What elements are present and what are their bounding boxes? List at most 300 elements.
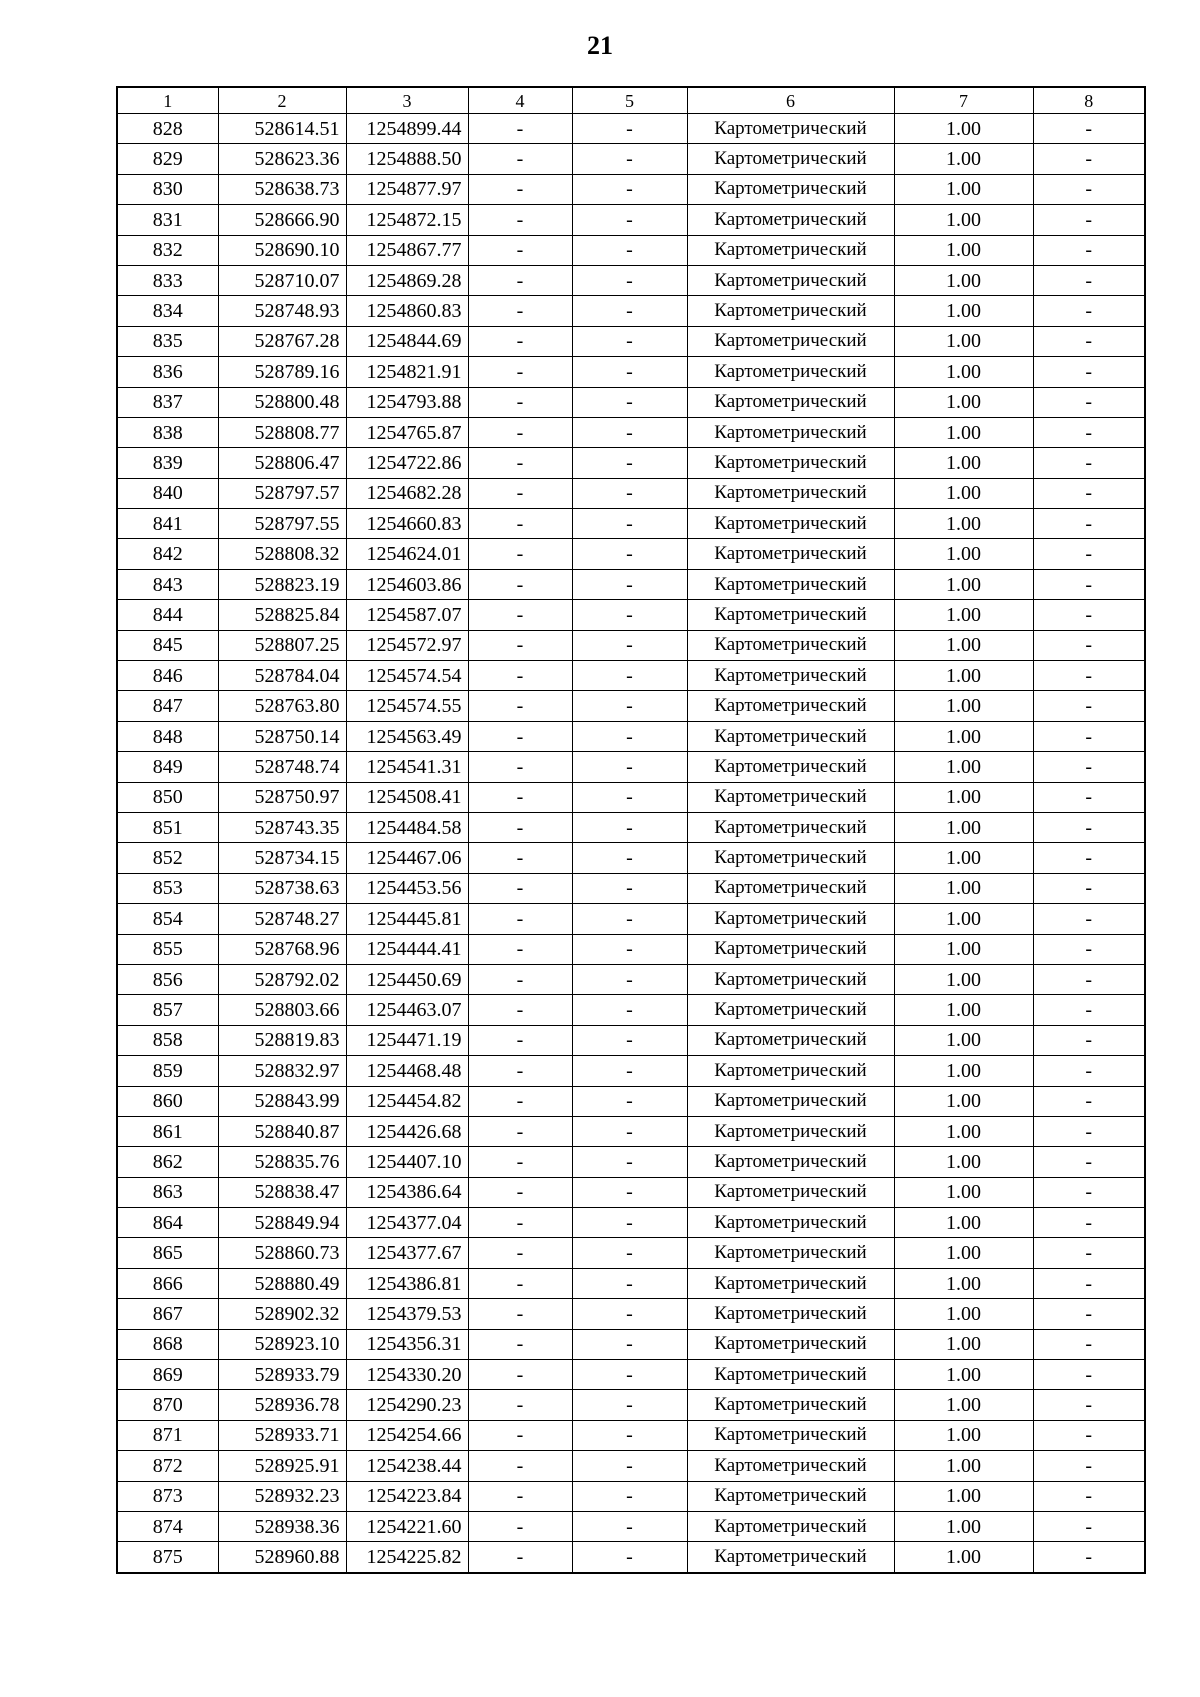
method-cell: Картометрический (687, 843, 894, 873)
method-cell: Картометрический (687, 600, 894, 630)
table-row (117, 1086, 1145, 1116)
x-coordinate-cell: 528767.28 (218, 326, 346, 356)
x-coordinate-cell: 528792.02 (218, 964, 346, 994)
col-4-value-cell: - (468, 691, 572, 721)
point-number-cell: 841 (117, 509, 218, 539)
point-number-cell: 854 (117, 904, 218, 934)
table-row (117, 569, 1145, 599)
x-coordinate-cell: 528666.90 (218, 205, 346, 235)
col-8-value-cell: - (1033, 661, 1145, 691)
accuracy-cell: 1.00 (894, 600, 1033, 630)
col-5-value-cell: - (572, 934, 687, 964)
method-cell: Картометрический (687, 1451, 894, 1481)
col-4-value-cell: - (468, 1329, 572, 1359)
table-row (117, 964, 1145, 994)
accuracy-cell: 1.00 (894, 752, 1033, 782)
col-5-value-cell: - (572, 1451, 687, 1481)
column-header-3: 3 (346, 87, 468, 114)
accuracy-cell: 1.00 (894, 1056, 1033, 1086)
table-row (117, 873, 1145, 903)
method-cell: Картометрический (687, 1511, 894, 1541)
col-4-value-cell: - (468, 478, 572, 508)
point-number-cell: 860 (117, 1086, 218, 1116)
table-row (117, 1056, 1145, 1086)
table-row (117, 904, 1145, 934)
col-8-value-cell: - (1033, 1299, 1145, 1329)
table-row (117, 1542, 1145, 1573)
method-cell: Картометрический (687, 1086, 894, 1116)
method-cell: Картометрический (687, 1056, 894, 1086)
col-4-value-cell: - (468, 114, 572, 144)
method-cell: Картометрический (687, 1329, 894, 1359)
col-8-value-cell: - (1033, 1116, 1145, 1146)
method-cell: Картометрический (687, 1390, 894, 1420)
x-coordinate-cell: 528763.80 (218, 691, 346, 721)
table-row (117, 357, 1145, 387)
col-8-value-cell: - (1033, 1542, 1145, 1573)
coordinates-table (116, 86, 1146, 1574)
accuracy-cell: 1.00 (894, 387, 1033, 417)
accuracy-cell: 1.00 (894, 812, 1033, 842)
y-coordinate-cell: 1254872.15 (346, 205, 468, 235)
method-cell: Картометрический (687, 144, 894, 174)
x-coordinate-cell: 528690.10 (218, 235, 346, 265)
y-coordinate-cell: 1254844.69 (346, 326, 468, 356)
y-coordinate-cell: 1254221.60 (346, 1511, 468, 1541)
col-4-value-cell: - (468, 1542, 572, 1573)
col-5-value-cell: - (572, 995, 687, 1025)
col-5-value-cell: - (572, 812, 687, 842)
col-5-value-cell: - (572, 569, 687, 599)
col-5-value-cell: - (572, 873, 687, 903)
method-cell: Картометрический (687, 1420, 894, 1450)
point-number-cell: 861 (117, 1116, 218, 1146)
col-4-value-cell: - (468, 600, 572, 630)
method-cell: Картометрический (687, 265, 894, 295)
x-coordinate-cell: 528806.47 (218, 448, 346, 478)
method-cell: Картометрический (687, 235, 894, 265)
point-number-cell: 858 (117, 1025, 218, 1055)
y-coordinate-cell: 1254407.10 (346, 1147, 468, 1177)
table-row (117, 843, 1145, 873)
method-cell: Картометрический (687, 387, 894, 417)
col-8-value-cell: - (1033, 174, 1145, 204)
accuracy-cell: 1.00 (894, 1481, 1033, 1511)
y-coordinate-cell: 1254468.48 (346, 1056, 468, 1086)
y-coordinate-cell: 1254450.69 (346, 964, 468, 994)
method-cell: Картометрический (687, 661, 894, 691)
col-4-value-cell: - (468, 205, 572, 235)
col-8-value-cell: - (1033, 812, 1145, 842)
col-4-value-cell: - (468, 1208, 572, 1238)
accuracy-cell: 1.00 (894, 326, 1033, 356)
page-number: 21 (587, 31, 613, 60)
col-5-value-cell: - (572, 1238, 687, 1268)
col-5-value-cell: - (572, 1056, 687, 1086)
table-row (117, 1329, 1145, 1359)
method-cell: Картометрический (687, 1177, 894, 1207)
table-row (117, 752, 1145, 782)
y-coordinate-cell: 1254330.20 (346, 1360, 468, 1390)
table-body (117, 114, 1145, 1573)
point-number-cell: 840 (117, 478, 218, 508)
col-4-value-cell: - (468, 721, 572, 751)
x-coordinate-cell: 528768.96 (218, 934, 346, 964)
accuracy-cell: 1.00 (894, 1268, 1033, 1298)
x-coordinate-cell: 528860.73 (218, 1238, 346, 1268)
y-coordinate-cell: 1254682.28 (346, 478, 468, 508)
point-number-cell: 862 (117, 1147, 218, 1177)
accuracy-cell: 1.00 (894, 357, 1033, 387)
y-coordinate-cell: 1254225.82 (346, 1542, 468, 1573)
table-row (117, 539, 1145, 569)
table-row (117, 661, 1145, 691)
method-cell: Картометрический (687, 1360, 894, 1390)
accuracy-cell: 1.00 (894, 174, 1033, 204)
col-8-value-cell: - (1033, 448, 1145, 478)
col-4-value-cell: - (468, 569, 572, 599)
point-number-cell: 830 (117, 174, 218, 204)
point-number-cell: 835 (117, 326, 218, 356)
col-8-value-cell: - (1033, 843, 1145, 873)
table-row (117, 1116, 1145, 1146)
table-row (117, 1208, 1145, 1238)
y-coordinate-cell: 1254541.31 (346, 752, 468, 782)
point-number-cell: 859 (117, 1056, 218, 1086)
point-number-cell: 864 (117, 1208, 218, 1238)
col-5-value-cell: - (572, 114, 687, 144)
method-cell: Картометрический (687, 630, 894, 660)
col-8-value-cell: - (1033, 417, 1145, 447)
col-4-value-cell: - (468, 995, 572, 1025)
accuracy-cell: 1.00 (894, 661, 1033, 691)
table-row (117, 782, 1145, 812)
x-coordinate-cell: 528838.47 (218, 1177, 346, 1207)
point-number-cell: 845 (117, 630, 218, 660)
y-coordinate-cell: 1254899.44 (346, 114, 468, 144)
y-coordinate-cell: 1254471.19 (346, 1025, 468, 1055)
col-4-value-cell: - (468, 1056, 572, 1086)
y-coordinate-cell: 1254587.07 (346, 600, 468, 630)
accuracy-cell: 1.00 (894, 235, 1033, 265)
method-cell: Картометрический (687, 205, 894, 235)
col-5-value-cell: - (572, 1390, 687, 1420)
col-4-value-cell: - (468, 357, 572, 387)
accuracy-cell: 1.00 (894, 509, 1033, 539)
point-number-cell: 873 (117, 1481, 218, 1511)
method-cell: Картометрический (687, 1147, 894, 1177)
y-coordinate-cell: 1254444.41 (346, 934, 468, 964)
table-row (117, 235, 1145, 265)
table-row (117, 1268, 1145, 1298)
y-coordinate-cell: 1254793.88 (346, 387, 468, 417)
table-row (117, 1420, 1145, 1450)
point-number-cell: 834 (117, 296, 218, 326)
y-coordinate-cell: 1254888.50 (346, 144, 468, 174)
table-row (117, 296, 1145, 326)
col-5-value-cell: - (572, 1177, 687, 1207)
accuracy-cell: 1.00 (894, 114, 1033, 144)
accuracy-cell: 1.00 (894, 782, 1033, 812)
col-5-value-cell: - (572, 326, 687, 356)
col-4-value-cell: - (468, 1481, 572, 1511)
y-coordinate-cell: 1254722.86 (346, 448, 468, 478)
col-4-value-cell: - (468, 1025, 572, 1055)
x-coordinate-cell: 528800.48 (218, 387, 346, 417)
x-coordinate-cell: 528933.71 (218, 1420, 346, 1450)
table-row (117, 1481, 1145, 1511)
col-4-value-cell: - (468, 661, 572, 691)
col-8-value-cell: - (1033, 235, 1145, 265)
col-4-value-cell: - (468, 509, 572, 539)
x-coordinate-cell: 528923.10 (218, 1329, 346, 1359)
col-5-value-cell: - (572, 1025, 687, 1055)
col-8-value-cell: - (1033, 904, 1145, 934)
accuracy-cell: 1.00 (894, 873, 1033, 903)
accuracy-cell: 1.00 (894, 265, 1033, 295)
col-4-value-cell: - (468, 448, 572, 478)
table-row (117, 174, 1145, 204)
table-row (117, 691, 1145, 721)
accuracy-cell: 1.00 (894, 569, 1033, 599)
point-number-cell: 870 (117, 1390, 218, 1420)
point-number-cell: 828 (117, 114, 218, 144)
col-4-value-cell: - (468, 1420, 572, 1450)
col-5-value-cell: - (572, 205, 687, 235)
col-8-value-cell: - (1033, 326, 1145, 356)
col-4-value-cell: - (468, 1177, 572, 1207)
x-coordinate-cell: 528840.87 (218, 1116, 346, 1146)
accuracy-cell: 1.00 (894, 1238, 1033, 1268)
point-number-cell: 866 (117, 1268, 218, 1298)
y-coordinate-cell: 1254453.56 (346, 873, 468, 903)
point-number-cell: 832 (117, 235, 218, 265)
method-cell: Картометрический (687, 873, 894, 903)
y-coordinate-cell: 1254377.04 (346, 1208, 468, 1238)
col-8-value-cell: - (1033, 569, 1145, 599)
table-row (117, 1451, 1145, 1481)
y-coordinate-cell: 1254484.58 (346, 812, 468, 842)
y-coordinate-cell: 1254869.28 (346, 265, 468, 295)
column-header-4: 4 (468, 87, 572, 114)
method-cell: Картометрический (687, 995, 894, 1025)
col-5-value-cell: - (572, 721, 687, 751)
y-coordinate-cell: 1254563.49 (346, 721, 468, 751)
col-5-value-cell: - (572, 630, 687, 660)
col-5-value-cell: - (572, 509, 687, 539)
col-4-value-cell: - (468, 417, 572, 447)
method-cell: Картометрический (687, 1268, 894, 1298)
point-number-cell: 856 (117, 964, 218, 994)
col-4-value-cell: - (468, 296, 572, 326)
x-coordinate-cell: 528823.19 (218, 569, 346, 599)
point-number-cell: 863 (117, 1177, 218, 1207)
table-row (117, 934, 1145, 964)
col-5-value-cell: - (572, 1268, 687, 1298)
x-coordinate-cell: 528750.97 (218, 782, 346, 812)
point-number-cell: 844 (117, 600, 218, 630)
x-coordinate-cell: 528843.99 (218, 1086, 346, 1116)
x-coordinate-cell: 528902.32 (218, 1299, 346, 1329)
method-cell: Картометрический (687, 448, 894, 478)
accuracy-cell: 1.00 (894, 1116, 1033, 1146)
col-8-value-cell: - (1033, 1025, 1145, 1055)
y-coordinate-cell: 1254454.82 (346, 1086, 468, 1116)
table-row (117, 995, 1145, 1025)
method-cell: Картометрический (687, 174, 894, 204)
accuracy-cell: 1.00 (894, 1511, 1033, 1541)
x-coordinate-cell: 528936.78 (218, 1390, 346, 1420)
col-4-value-cell: - (468, 235, 572, 265)
table-row (117, 478, 1145, 508)
col-4-value-cell: - (468, 630, 572, 660)
accuracy-cell: 1.00 (894, 1025, 1033, 1055)
col-8-value-cell: - (1033, 1238, 1145, 1268)
column-header-2: 2 (218, 87, 346, 114)
col-4-value-cell: - (468, 1299, 572, 1329)
y-coordinate-cell: 1254508.41 (346, 782, 468, 812)
col-8-value-cell: - (1033, 1360, 1145, 1390)
accuracy-cell: 1.00 (894, 934, 1033, 964)
method-cell: Картометрический (687, 934, 894, 964)
method-cell: Картометрический (687, 114, 894, 144)
col-8-value-cell: - (1033, 387, 1145, 417)
table-row (117, 387, 1145, 417)
col-5-value-cell: - (572, 782, 687, 812)
accuracy-cell: 1.00 (894, 1329, 1033, 1359)
col-8-value-cell: - (1033, 752, 1145, 782)
accuracy-cell: 1.00 (894, 1390, 1033, 1420)
method-cell: Картометрический (687, 812, 894, 842)
table-row (117, 1360, 1145, 1390)
y-coordinate-cell: 1254290.23 (346, 1390, 468, 1420)
col-4-value-cell: - (468, 873, 572, 903)
y-coordinate-cell: 1254254.66 (346, 1420, 468, 1450)
col-4-value-cell: - (468, 964, 572, 994)
method-cell: Картометрический (687, 326, 894, 356)
accuracy-cell: 1.00 (894, 144, 1033, 174)
accuracy-cell: 1.00 (894, 630, 1033, 660)
x-coordinate-cell: 528748.74 (218, 752, 346, 782)
method-cell: Картометрический (687, 1116, 894, 1146)
col-5-value-cell: - (572, 1420, 687, 1450)
y-coordinate-cell: 1254463.07 (346, 995, 468, 1025)
x-coordinate-cell: 528932.23 (218, 1481, 346, 1511)
col-5-value-cell: - (572, 691, 687, 721)
col-4-value-cell: - (468, 387, 572, 417)
y-coordinate-cell: 1254356.31 (346, 1329, 468, 1359)
method-cell: Картометрический (687, 1238, 894, 1268)
point-number-cell: 865 (117, 1238, 218, 1268)
col-4-value-cell: - (468, 1390, 572, 1420)
accuracy-cell: 1.00 (894, 691, 1033, 721)
col-8-value-cell: - (1033, 782, 1145, 812)
col-8-value-cell: - (1033, 1511, 1145, 1541)
col-4-value-cell: - (468, 782, 572, 812)
y-coordinate-cell: 1254660.83 (346, 509, 468, 539)
y-coordinate-cell: 1254386.64 (346, 1177, 468, 1207)
col-8-value-cell: - (1033, 600, 1145, 630)
col-4-value-cell: - (468, 812, 572, 842)
table-header (117, 87, 1145, 114)
x-coordinate-cell: 528808.77 (218, 417, 346, 447)
x-coordinate-cell: 528925.91 (218, 1451, 346, 1481)
point-number-cell: 871 (117, 1420, 218, 1450)
point-number-cell: 851 (117, 812, 218, 842)
table-row (117, 630, 1145, 660)
col-8-value-cell: - (1033, 721, 1145, 751)
x-coordinate-cell: 528819.83 (218, 1025, 346, 1055)
x-coordinate-cell: 528789.16 (218, 357, 346, 387)
y-coordinate-cell: 1254603.86 (346, 569, 468, 599)
header-row (117, 87, 1145, 114)
point-number-cell: 869 (117, 1360, 218, 1390)
col-4-value-cell: - (468, 752, 572, 782)
col-8-value-cell: - (1033, 478, 1145, 508)
col-5-value-cell: - (572, 964, 687, 994)
method-cell: Картометрический (687, 569, 894, 599)
col-5-value-cell: - (572, 843, 687, 873)
col-8-value-cell: - (1033, 1177, 1145, 1207)
col-8-value-cell: - (1033, 509, 1145, 539)
col-4-value-cell: - (468, 1238, 572, 1268)
y-coordinate-cell: 1254467.06 (346, 843, 468, 873)
point-number-cell: 848 (117, 721, 218, 751)
y-coordinate-cell: 1254386.81 (346, 1268, 468, 1298)
method-cell: Картометрический (687, 1025, 894, 1055)
x-coordinate-cell: 528734.15 (218, 843, 346, 873)
x-coordinate-cell: 528960.88 (218, 1542, 346, 1573)
point-number-cell: 874 (117, 1511, 218, 1541)
x-coordinate-cell: 528623.36 (218, 144, 346, 174)
col-5-value-cell: - (572, 1299, 687, 1329)
point-number-cell: 868 (117, 1329, 218, 1359)
point-number-cell: 849 (117, 752, 218, 782)
col-5-value-cell: - (572, 357, 687, 387)
accuracy-cell: 1.00 (894, 1420, 1033, 1450)
y-coordinate-cell: 1254574.54 (346, 661, 468, 691)
col-5-value-cell: - (572, 478, 687, 508)
col-8-value-cell: - (1033, 1086, 1145, 1116)
accuracy-cell: 1.00 (894, 1177, 1033, 1207)
table-row (117, 448, 1145, 478)
x-coordinate-cell: 528710.07 (218, 265, 346, 295)
method-cell: Картометрический (687, 752, 894, 782)
table-row (117, 509, 1145, 539)
col-8-value-cell: - (1033, 691, 1145, 721)
method-cell: Картометрический (687, 1481, 894, 1511)
accuracy-cell: 1.00 (894, 1086, 1033, 1116)
table-row (117, 1299, 1145, 1329)
col-8-value-cell: - (1033, 1147, 1145, 1177)
col-8-value-cell: - (1033, 205, 1145, 235)
table-row (117, 1238, 1145, 1268)
x-coordinate-cell: 528614.51 (218, 114, 346, 144)
col-8-value-cell: - (1033, 934, 1145, 964)
point-number-cell: 850 (117, 782, 218, 812)
col-4-value-cell: - (468, 144, 572, 174)
col-5-value-cell: - (572, 600, 687, 630)
x-coordinate-cell: 528832.97 (218, 1056, 346, 1086)
table-row (117, 1177, 1145, 1207)
y-coordinate-cell: 1254821.91 (346, 357, 468, 387)
table-row (117, 600, 1145, 630)
col-4-value-cell: - (468, 1451, 572, 1481)
accuracy-cell: 1.00 (894, 964, 1033, 994)
y-coordinate-cell: 1254877.97 (346, 174, 468, 204)
point-number-cell: 857 (117, 995, 218, 1025)
accuracy-cell: 1.00 (894, 1208, 1033, 1238)
